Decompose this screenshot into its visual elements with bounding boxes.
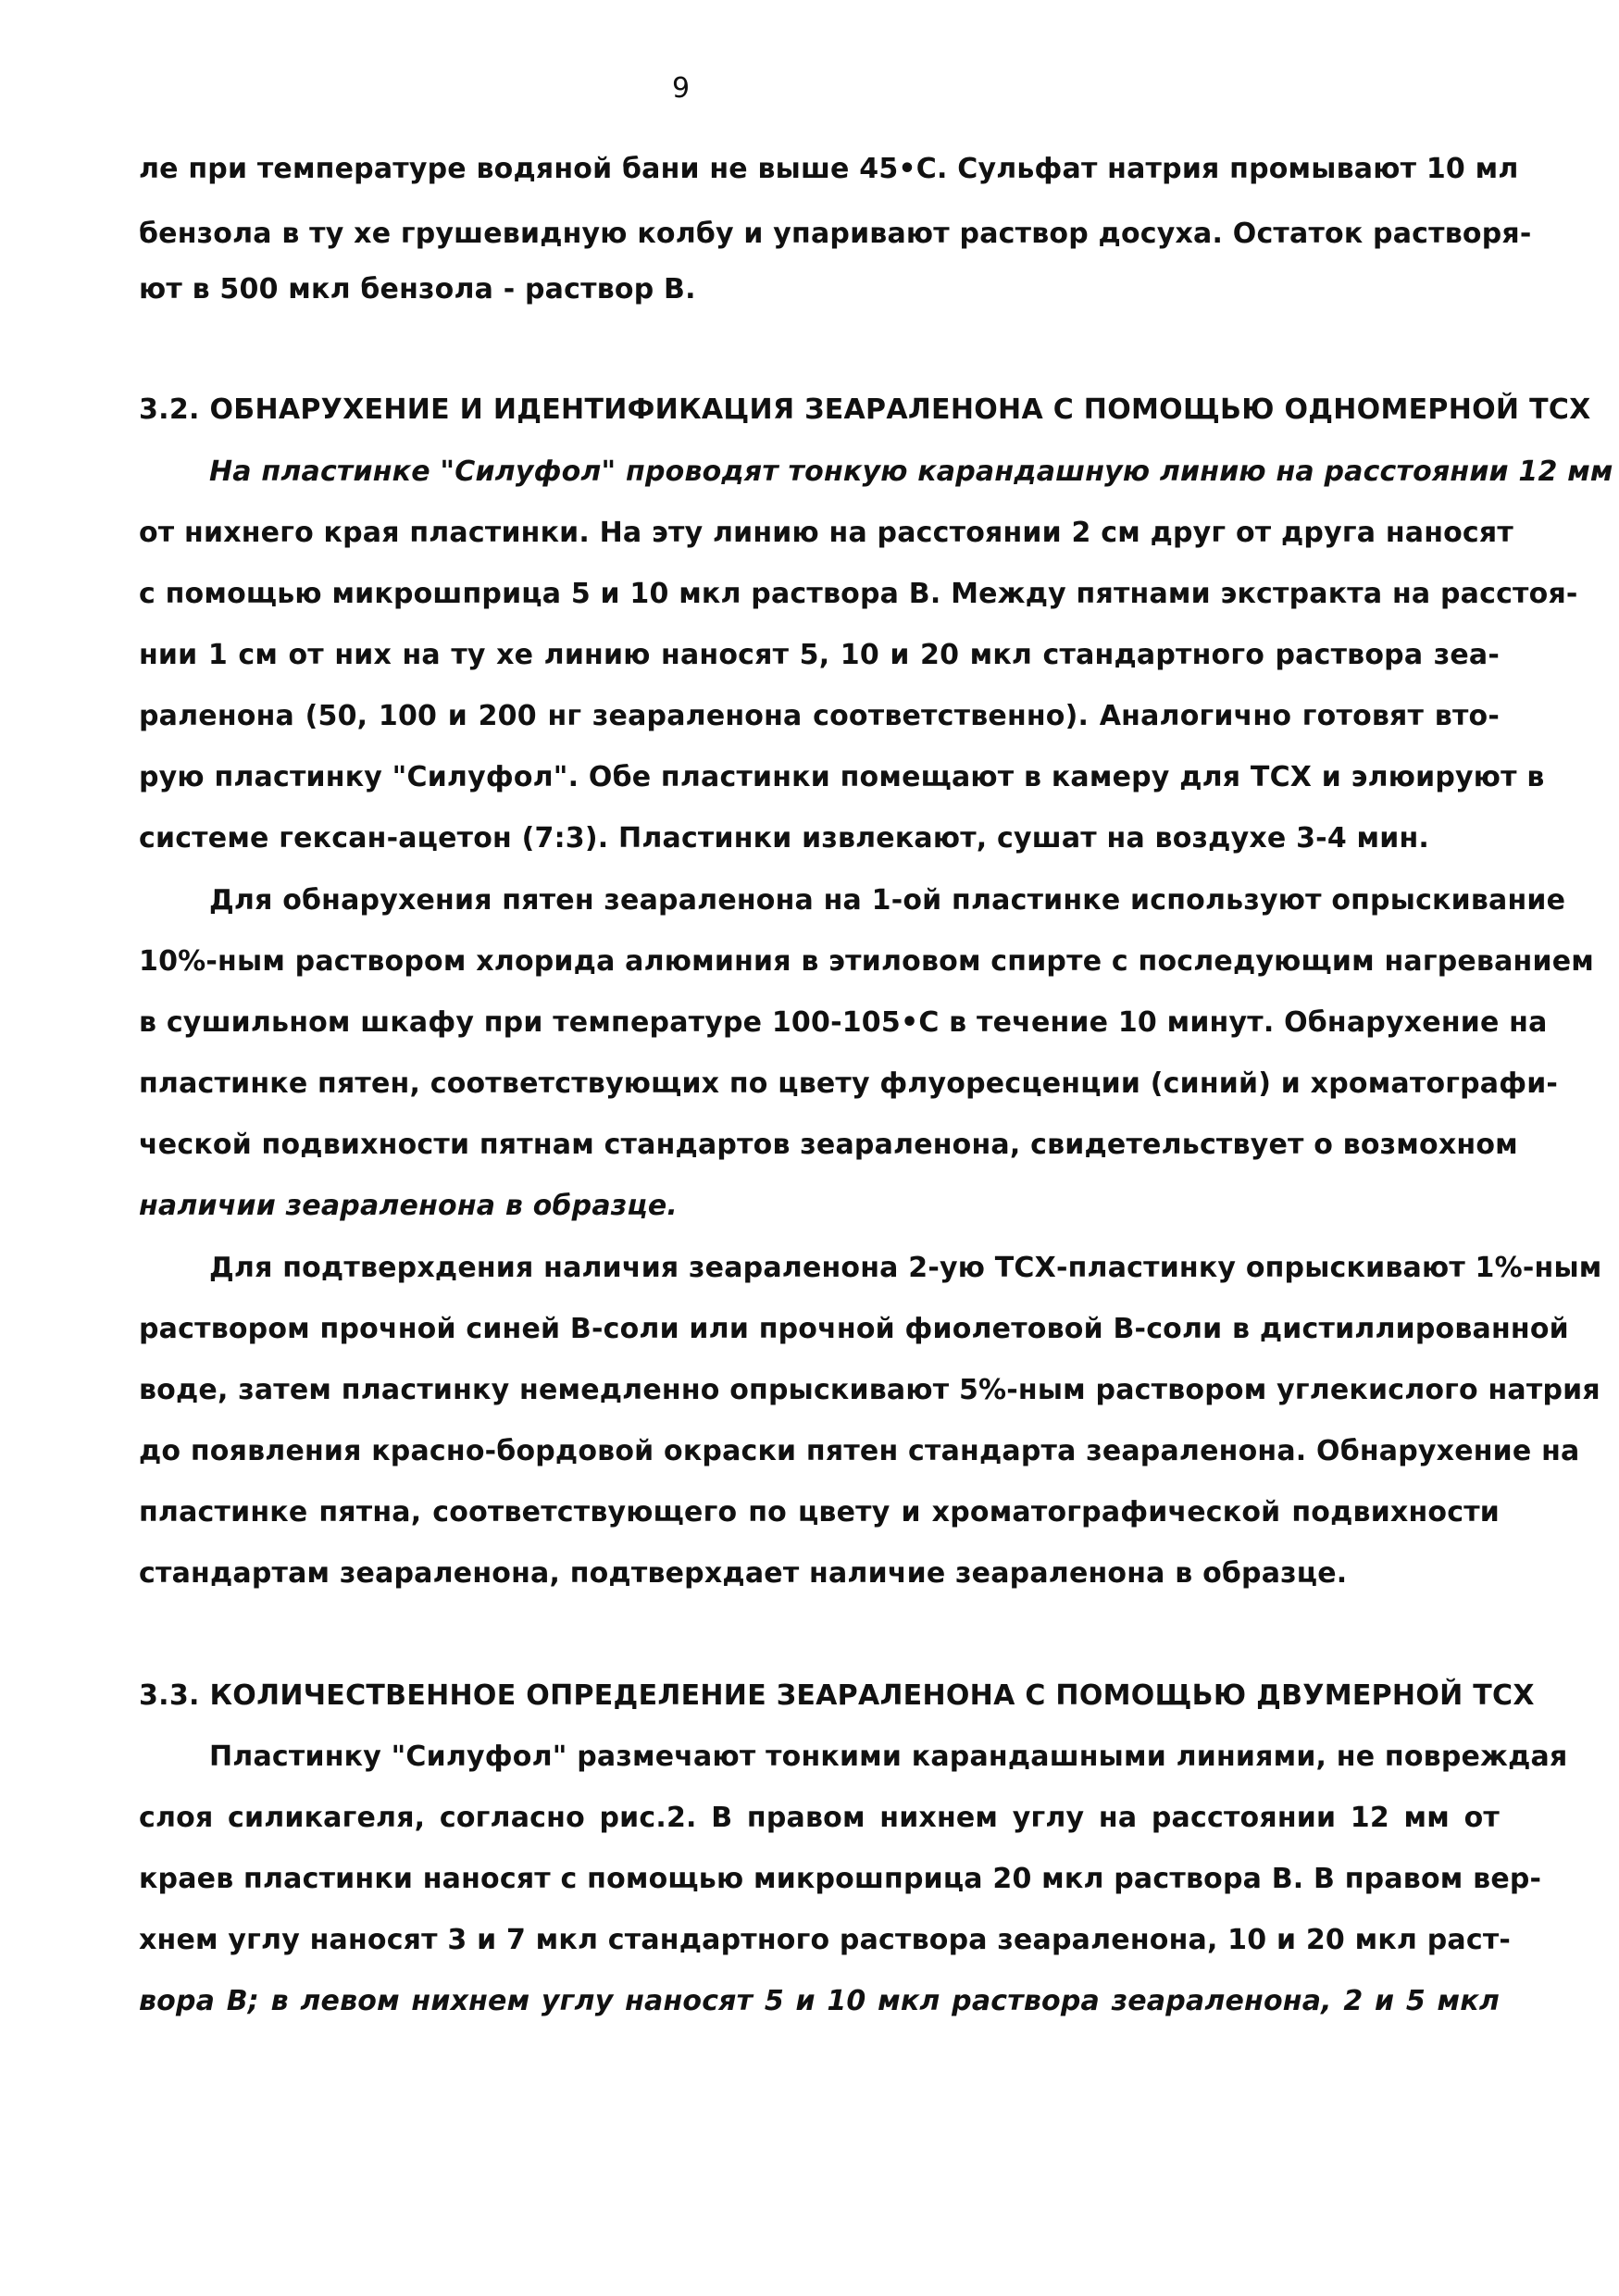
text-line: пластинке пятна, соответствующего по цвету и хроматографической подвихности [139, 1496, 1500, 1529]
text-line: хнем углу наносят 3 и 7 мкл стандартного раствора зеараленона, 10 и 20 мкл раст- [139, 1924, 1512, 1956]
text-line: в сушильном шкафу при температуре 100-105•С в течение 10 минут. Обнарухение на [139, 1006, 1548, 1039]
text-line: воде, затем пластинку немедленно опрыскивают 5%-ным раствором углекислого натрия [139, 1374, 1600, 1406]
section-heading-3-2: 3.2. ОБНАРУХЕНИЕ И ИДЕНТИФИКАЦИЯ ЗЕАРАЛЕНОНА С ПОМОЩЬЮ ОДНОМЕРНОЙ ТСХ [139, 393, 1591, 426]
text-line: раленона (50, 100 и 200 нг зеараленона соответственно). Аналогично готовят вто- [139, 700, 1500, 732]
text-line: Для обнарухения пятен зеараленона на 1-ой пластинке используют опрыскивание [209, 884, 1566, 917]
text-line: от нихнего края пластинки. На эту линию на расстоянии 2 см друг от друга наносят [139, 517, 1513, 549]
text-line: ле при температуре водяной бани не выше 45•С. Сульфат натрия промывают 10 мл [139, 153, 1519, 185]
text-line: Для подтверхдения наличия зеараленона 2-ую ТСХ-пластинку опрыскивают 1%-ным [209, 1252, 1602, 1284]
text-line: нии 1 см от них на ту хе линию наносят 5, 10 и 20 мкл стандартного раствора зеа- [139, 639, 1500, 671]
text-line: На пластинке "Силуфол" проводят тонкую карандашную линию на расстоянии 12 мм [209, 455, 1613, 488]
text-line: пластинке пятен, соответствующих по цвету флуоресценции (синий) и хроматографи- [139, 1067, 1559, 1100]
text-line: рую пластинку "Силуфол". Обе пластинки помещают в камеру для ТСХ и элюируют в [139, 761, 1545, 793]
text-line: бензола в ту хе грушевидную колбу и упаривают раствор досуха. Остаток растворя- [139, 218, 1532, 250]
text-line: системе гексан-ацетон (7:3). Пластинки извлекают, сушат на воздухе 3-4 мин. [139, 822, 1430, 855]
text-line: до появления красно-бордовой окраски пятен стандарта зеараленона. Обнарухение на [139, 1435, 1580, 1467]
text-line: Пластинку "Силуфол" размечают тонкими карандашными линиями, не повреждая [209, 1741, 1568, 1773]
text-line: ческой подвихности пятнам стандартов зеараленона, свидетельствует о возмохном [139, 1129, 1518, 1161]
page-number: 9 [672, 72, 691, 105]
text-line: наличии зеараленона в образце. [139, 1190, 678, 1222]
text-line: стандартам зеараленона, подтверхдает наличие зеараленона в образце. [139, 1557, 1348, 1590]
text-line: вора В; в левом нихнем углу наносят 5 и 10 мкл раствора зеараленона, 2 и 5 мкл [139, 1985, 1500, 2017]
text-line: слоя силикагеля, согласно рис.2. В правом нихнем углу на расстоянии 12 мм от [139, 1802, 1500, 1834]
text-line: с помощью микрошприца 5 и 10 мкл раствора В. Между пятнами экстракта на расстоя- [139, 578, 1578, 610]
section-heading-3-3: 3.3. КОЛИЧЕСТВЕННОЕ ОПРЕДЕЛЕНИЕ ЗЕАРАЛЕНОНА С ПОМОЩЬЮ ДВУМЕРНОЙ ТСХ [139, 1679, 1535, 1712]
text-line: краев пластинки наносят с помощью микрошприца 20 мкл раствора В. В правом вер- [139, 1863, 1542, 1895]
text-line: 10%-ным раствором хлорида алюминия в этиловом спирте с последующим нагреванием [139, 945, 1594, 978]
text-line: ют в 500 мкл бензола - раствор В. [139, 273, 696, 306]
text-line: раствором прочной синей В-соли или прочной фиолетовой В-соли в дистиллированной [139, 1313, 1569, 1345]
